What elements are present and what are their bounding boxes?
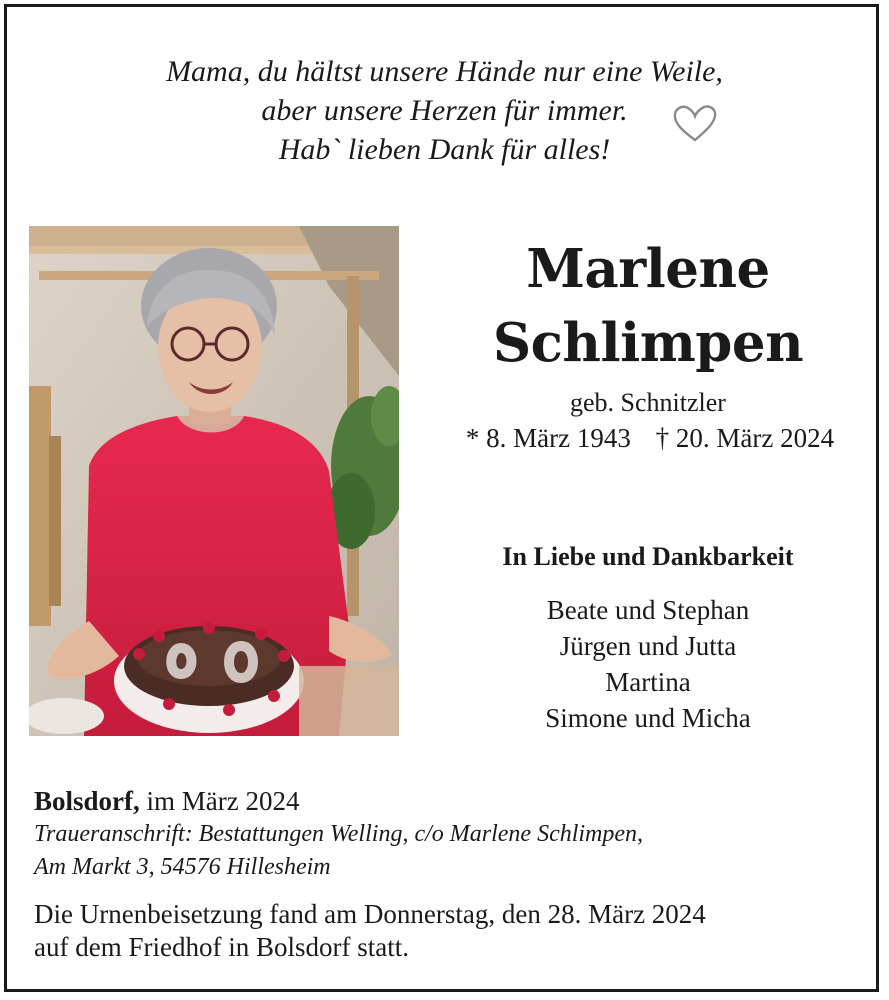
- last-name: Schlimpen: [492, 312, 804, 374]
- portrait-photo: [29, 226, 399, 736]
- verse-line-1: Mama, du hältst unsere Hände nur eine Weile,: [166, 55, 723, 88]
- mourner-name: Jürgen und Jutta: [559, 631, 737, 661]
- mourner-name: Martina: [605, 667, 691, 697]
- address-line-2: Am Markt 3, 54576 Hillesheim: [34, 854, 331, 880]
- birth-name: geb. Schnitzler: [570, 388, 726, 417]
- mourner-name: Simone und Micha: [545, 703, 751, 733]
- mourners-heading: In Liebe und Dankbarkeit: [502, 542, 794, 571]
- mourners-list: [430, 592, 866, 736]
- funeral-line-2: auf dem Friedhof in Bolsdorf statt.: [34, 932, 409, 962]
- verse-line-3: Hab` lieben Dank für alles!: [278, 133, 611, 166]
- memorial-verse: [0, 52, 889, 169]
- deceased-name: [430, 232, 866, 380]
- notice-date: im März 2024: [146, 786, 300, 816]
- life-dates: [420, 421, 880, 455]
- place-and-date: [34, 784, 300, 818]
- verse-line-2: aber unsere Herzen für immer.: [261, 94, 628, 127]
- mourner-name: Beate und Stephan: [546, 595, 750, 625]
- mourning-address: [34, 818, 643, 884]
- first-name: Marlene: [526, 238, 770, 300]
- heart-outline-icon: [670, 103, 720, 143]
- death-date: † 20. März 2024: [655, 423, 835, 453]
- funeral-notice: [34, 898, 706, 964]
- place-name: Bolsdorf,: [34, 786, 140, 816]
- funeral-line-1: Die Urnenbeisetzung fand am Donnerstag, den 28. März 2024: [34, 899, 706, 929]
- birth-date: * 8. März 1943: [465, 423, 631, 453]
- address-line-1: Traueranschrift: Bestattungen Welling, c/o Marlene Schlimpen,: [34, 821, 644, 847]
